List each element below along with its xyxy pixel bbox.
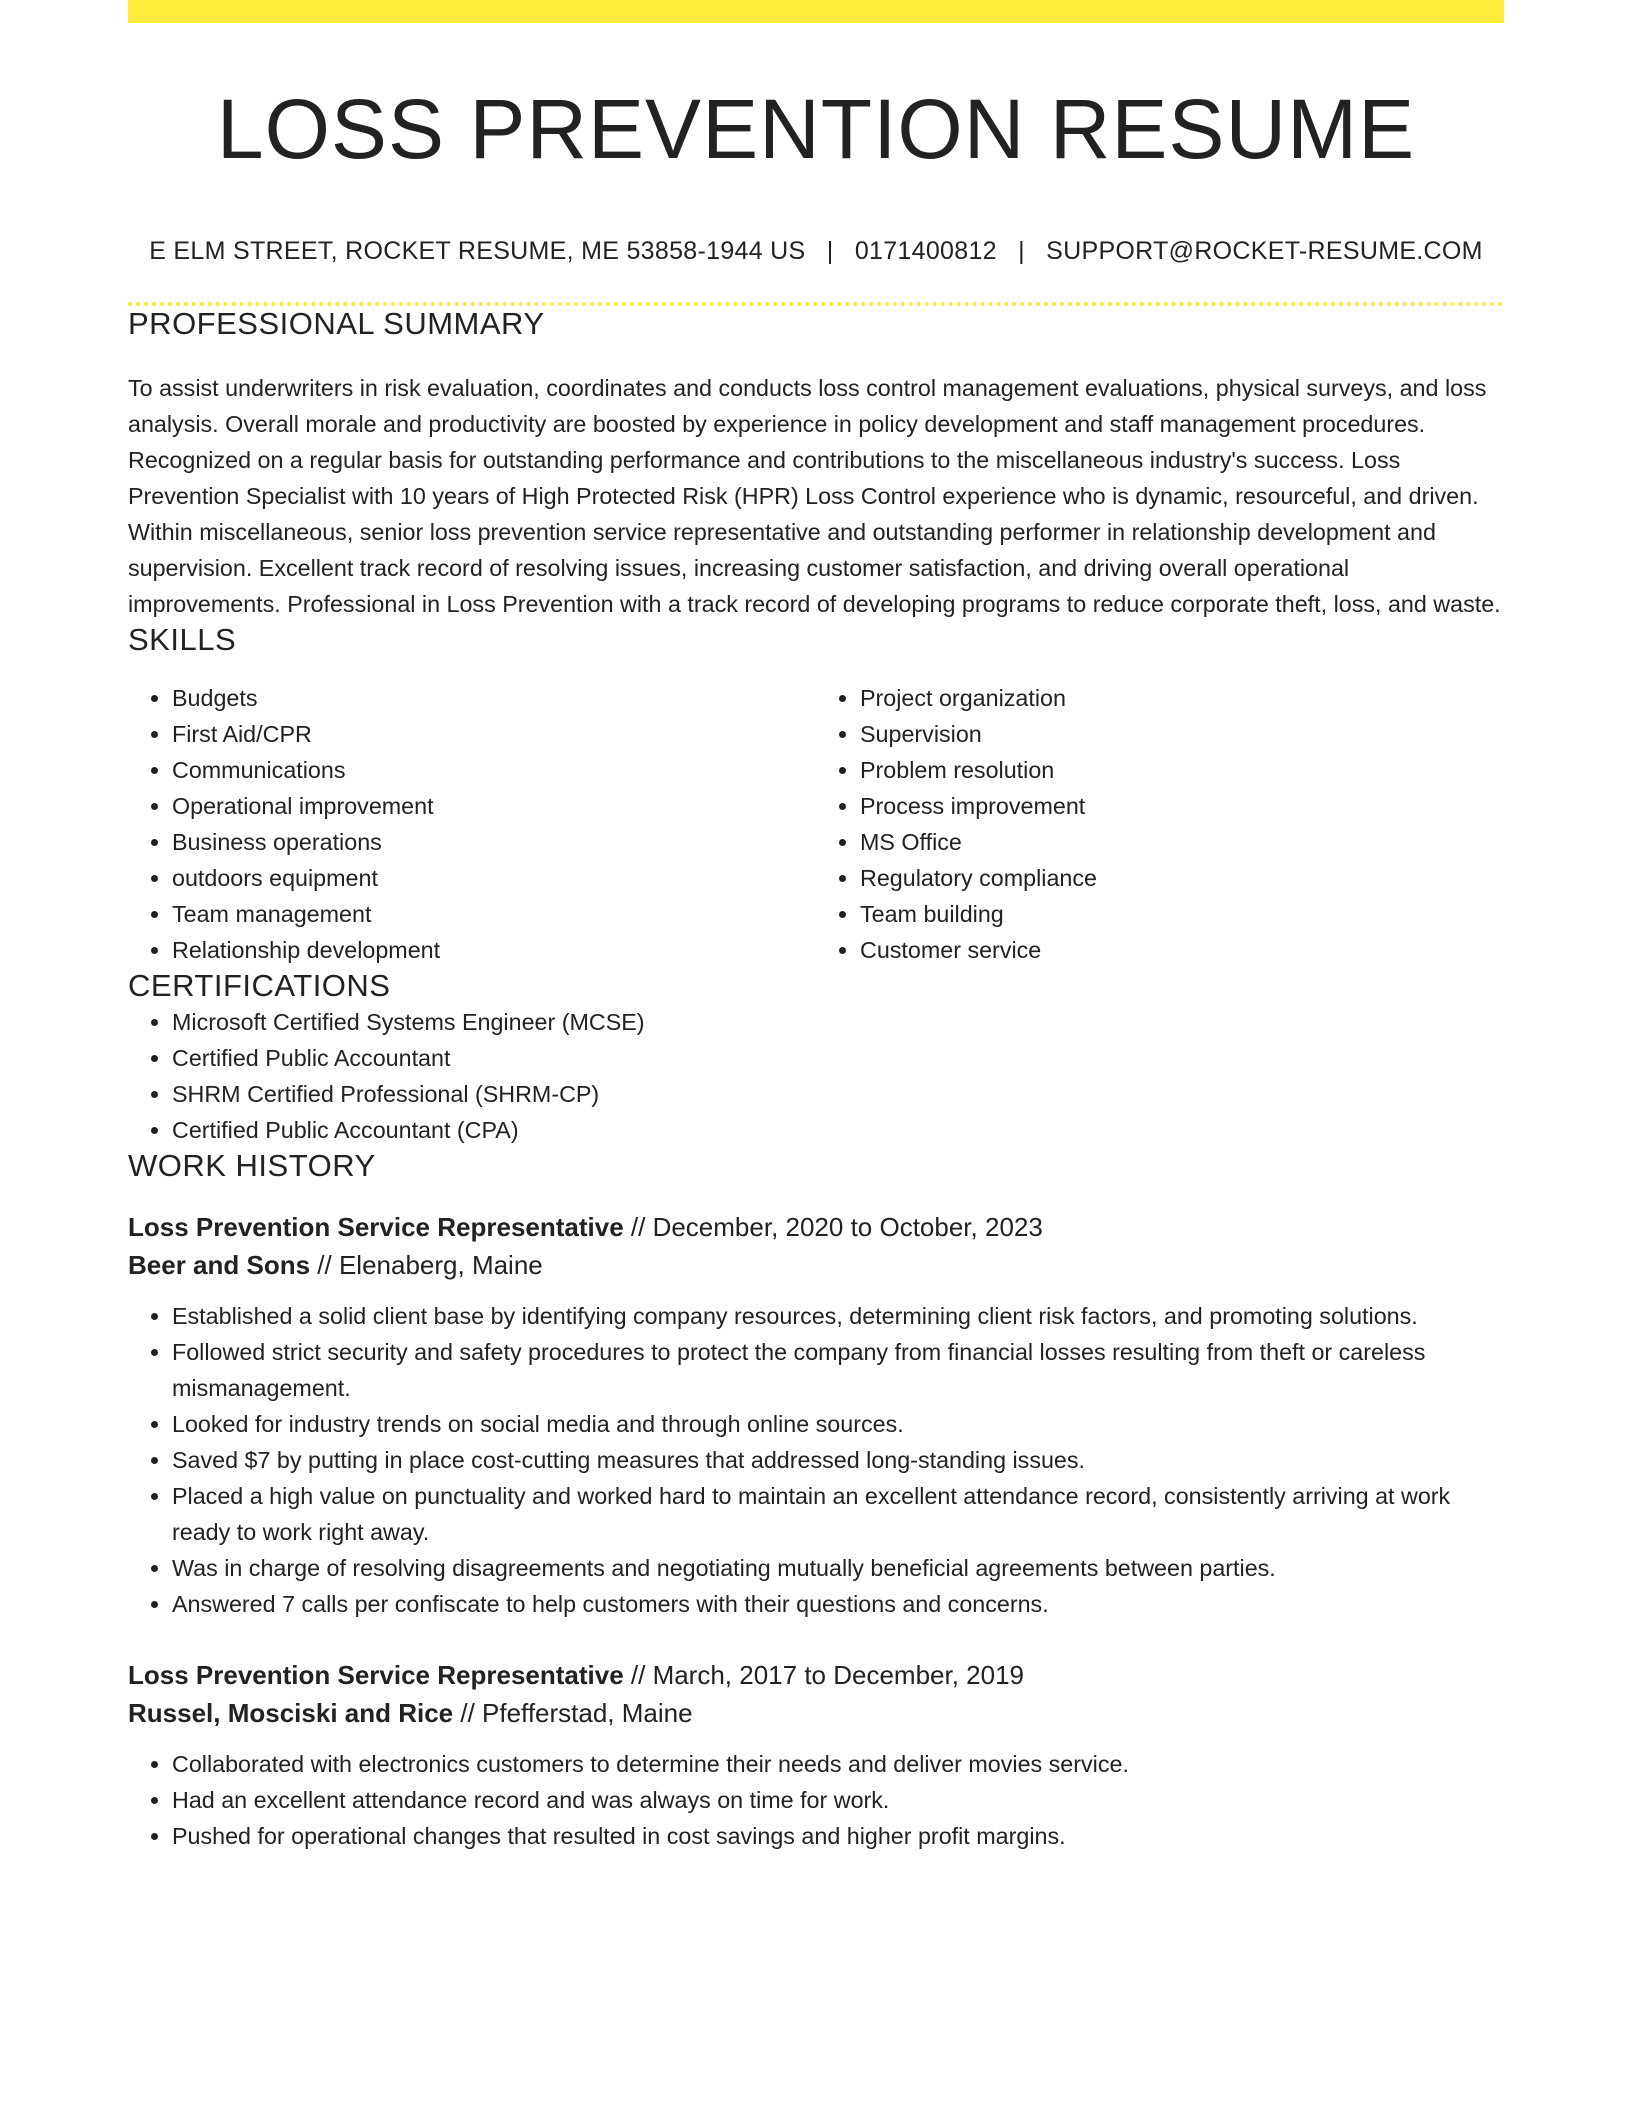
job-dates: // March, 2017 to December, 2019 <box>623 1660 1025 1691</box>
job-company: Beer and Sons <box>128 1250 311 1281</box>
accent-bar <box>128 0 1504 23</box>
skills-list-left <box>128 680 816 968</box>
list-item: • Established a solid client base by identifying company resources, determining client risk factors, and promoting solutions. <box>172 1298 1504 1334</box>
list-item: • Customer service <box>860 932 1504 968</box>
skills-heading: SKILLS <box>128 622 237 658</box>
job-location: // Elenaberg, Maine <box>310 1250 543 1281</box>
work-history-heading: WORK HISTORY <box>128 1148 376 1184</box>
contact-separator: | <box>1018 237 1025 266</box>
list-item: • Saved $7 by putting in place cost-cutting measures that addressed long-standing issues. <box>172 1442 1504 1478</box>
job-company-line <box>128 1694 1504 1732</box>
list-item: • Collaborated with electronics customers to determine their needs and deliver movies service. <box>172 1746 1504 1782</box>
job-entry <box>128 1656 1504 1854</box>
list-item: • Regulatory compliance <box>860 860 1504 896</box>
list-item: • Process improvement <box>860 788 1504 824</box>
list-item: • Project organization <box>860 680 1504 716</box>
contact-separator: | <box>826 237 834 266</box>
summary-heading: PROFESSIONAL SUMMARY <box>128 306 545 342</box>
list-item: • outdoors equipment <box>172 860 816 896</box>
list-item: • Team building <box>860 896 1504 932</box>
list-item: • Relationship development <box>172 932 816 968</box>
list-item: • First Aid/CPR <box>172 716 816 752</box>
list-item: • Team management <box>172 896 816 932</box>
job-bullets <box>128 1746 1504 1854</box>
contact-address: E ELM STREET, ROCKET RESUME, ME 53858-1944 US <box>149 237 806 266</box>
job-entry <box>128 1208 1504 1622</box>
job-title-line <box>128 1208 1504 1246</box>
job-company: Russel, Mosciski and Rice <box>128 1698 454 1729</box>
resume-content <box>128 23 1504 1854</box>
list-item: • Budgets <box>172 680 816 716</box>
list-item: • MS Office <box>860 824 1504 860</box>
list-item: • Placed a high value on punctuality and worked hard to maintain an excellent attendance record, consistently arriving at work ready to work right away. <box>172 1478 1504 1550</box>
list-item: • SHRM Certified Professional (SHRM-CP) <box>172 1076 1504 1112</box>
skills-columns <box>128 680 1504 968</box>
certifications-heading: CERTIFICATIONS <box>128 968 391 1004</box>
job-company-line <box>128 1246 1504 1284</box>
list-item: • Operational improvement <box>172 788 816 824</box>
list-item: • Pushed for operational changes that resulted in cost savings and higher profit margins. <box>172 1818 1504 1854</box>
contact-email[interactable]: SUPPORT@ROCKET-RESUME.COM <box>1046 237 1483 266</box>
certifications-list <box>128 1004 1504 1148</box>
summary-text: To assist underwriters in risk evaluation, coordinates and conducts loss control management evaluations, physical surveys, and loss analysis. Overall morale and productivity are boosted by experience in policy development and staff management procedures. Recognized on a regular basis for outstanding performance and contributions to the miscellaneous industry's success. Loss Prevention Specialist with 10 years of High Protected Risk (HPR) Loss Control experience who is dynamic, resourceful, and driven. Within miscellaneous, senior loss prevention service representative and outstanding performer in relationship development and supervision. Excellent track record of resolving issues, increasing customer satisfaction, and driving overall operational improvements. Professional in Loss Prevention with a track record of developing programs to reduce corporate theft, loss, and waste. <box>128 375 1501 618</box>
page-title: LOSS PREVENTION RESUME <box>216 82 1416 176</box>
job-bullets <box>128 1298 1504 1622</box>
job-location: // Pfefferstad, Maine <box>453 1698 693 1729</box>
list-item: • Microsoft Certified Systems Engineer (MCSE) <box>172 1004 1504 1040</box>
job-dates: // December, 2020 to October, 2023 <box>623 1212 1043 1243</box>
list-item: • Communications <box>172 752 816 788</box>
list-item: • Certified Public Accountant (CPA) <box>172 1112 1504 1148</box>
skills-list-right <box>816 680 1504 968</box>
list-item: • Business operations <box>172 824 816 860</box>
list-item: • Certified Public Accountant <box>172 1040 1504 1076</box>
contact-phone: 0171400812 <box>854 237 997 266</box>
contact-line <box>128 237 1504 266</box>
job-title: Loss Prevention Service Representative <box>128 1212 624 1243</box>
job-title: Loss Prevention Service Representative <box>128 1660 624 1691</box>
list-item: • Supervision <box>860 716 1504 752</box>
list-item: • Was in charge of resolving disagreements and negotiating mutually beneficial agreements between parties. <box>172 1550 1504 1586</box>
job-title-line <box>128 1656 1504 1694</box>
list-item: • Problem resolution <box>860 752 1504 788</box>
list-item: • Looked for industry trends on social media and through online sources. <box>172 1406 1504 1442</box>
list-item: • Answered 7 calls per confiscate to help customers with their questions and concerns. <box>172 1586 1504 1622</box>
list-item: • Had an excellent attendance record and was always on time for work. <box>172 1782 1504 1818</box>
list-item: • Followed strict security and safety procedures to protect the company from financial losses resulting from theft or careless mismanagement. <box>172 1334 1504 1406</box>
